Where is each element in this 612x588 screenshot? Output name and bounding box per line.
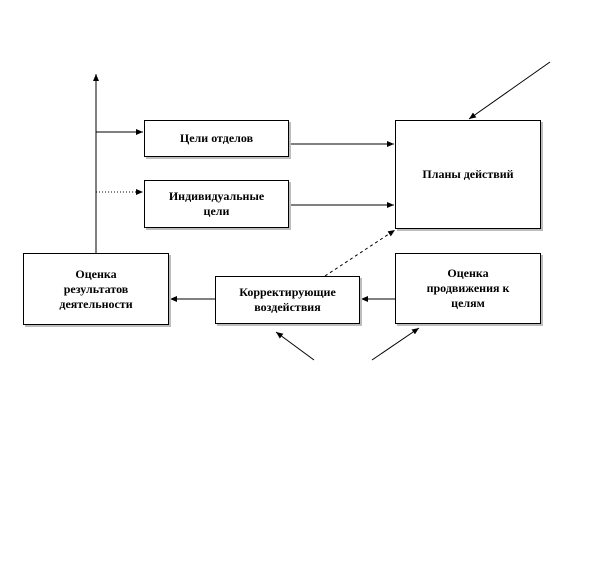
individual-goals-label: Индивидуальные цели [168,189,265,218]
arrow-external-to-progress [372,328,419,360]
department-goals-label: Цели отделов [179,131,254,145]
action-plans-box [395,120,541,229]
individual-goals-box [144,180,289,228]
corrective-actions-box [215,276,360,324]
performance-evaluation-box [23,253,169,325]
performance-evaluation-label: Оценка результатов деятельности [59,266,133,311]
progress-evaluation-box [395,253,541,324]
arrow-external-to-plans [469,62,550,119]
department-goals-box [144,120,289,157]
corrective-actions-label: Корректирующие воздействия [239,285,336,314]
progress-evaluation-label: Оценка продвижения к целям [426,266,510,310]
action-plans-label: Планы действий [422,167,514,181]
arrow-corrective-to-plans [325,230,395,276]
arrow-external-to-corrective [276,332,314,360]
